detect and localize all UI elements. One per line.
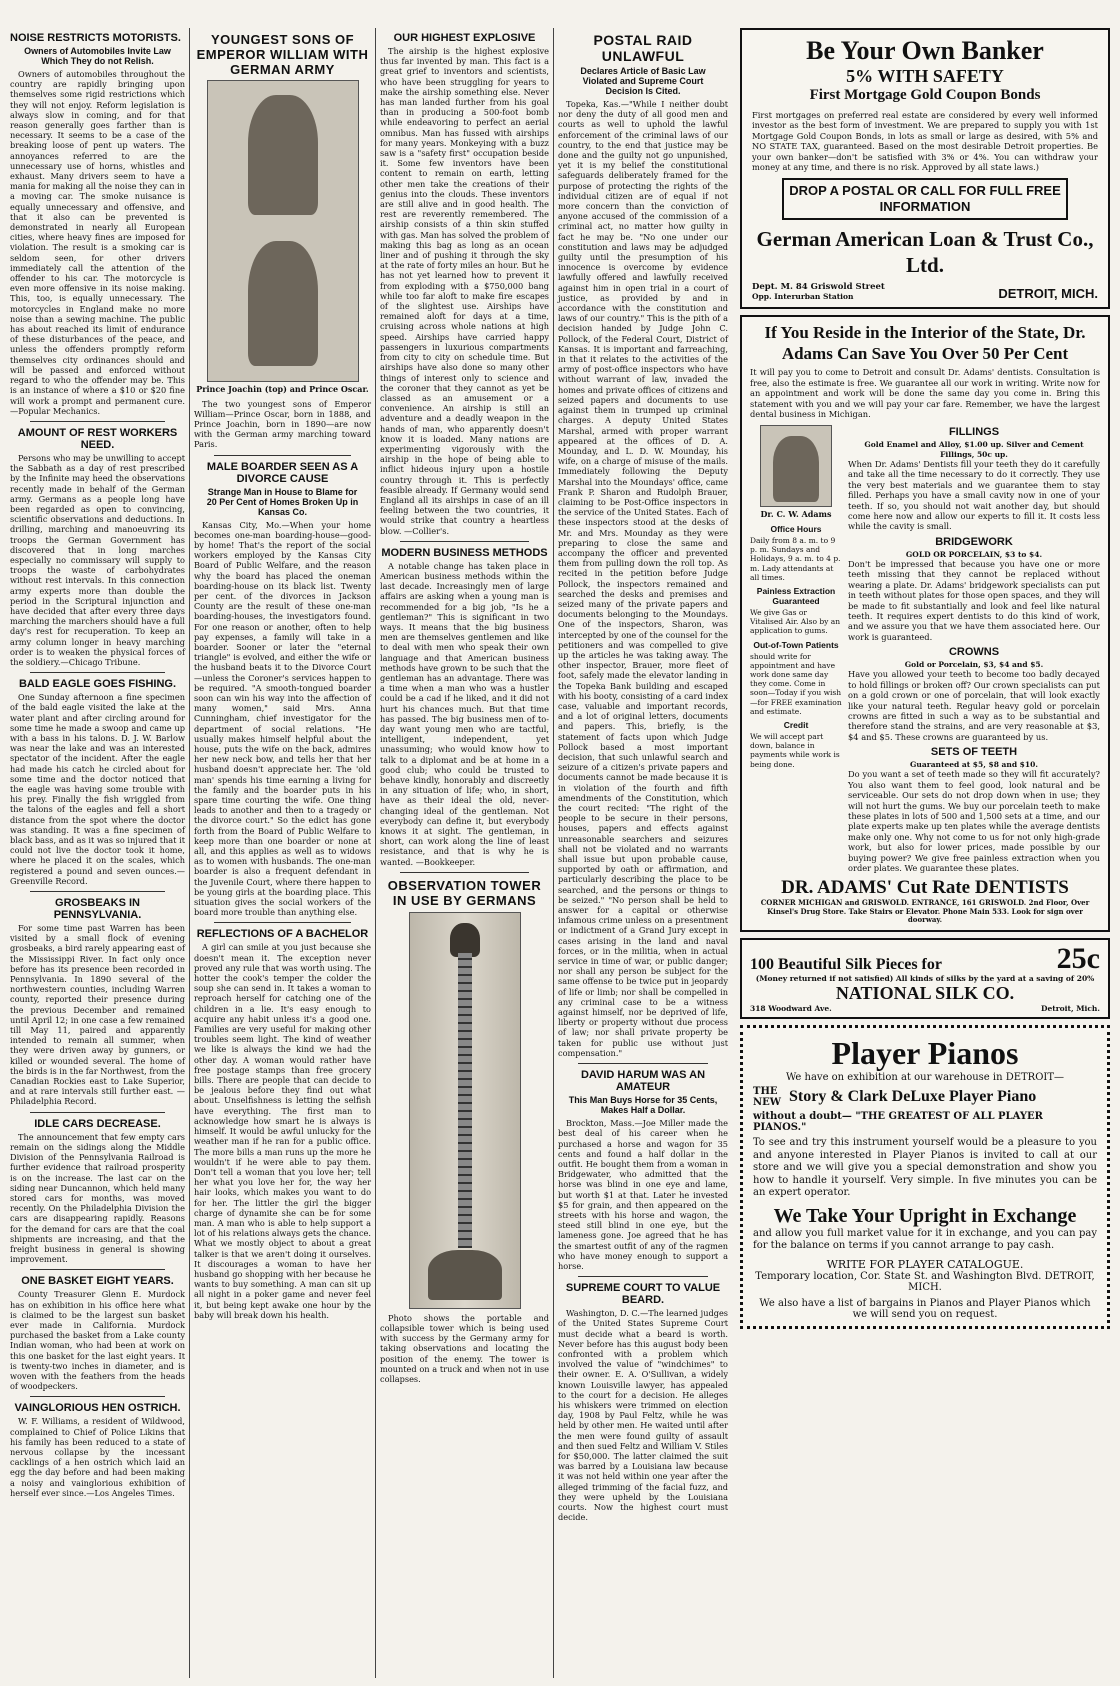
headline-bachelor: REFLECTIONS OF A BACHELOR — [196, 928, 369, 941]
ad-silk-title: 100 Beautiful Silk Pieces for — [750, 955, 942, 973]
ad-dentist-left — [750, 422, 842, 873]
ad-player-location: Temporary location, Cor. State St. and Washington Blvd. DETROIT, MICH. — [755, 1270, 1095, 1293]
credit-text: We will accept part down, balance in payments while work is being done. — [750, 732, 840, 769]
ad-silk-top — [750, 941, 1100, 975]
divider — [30, 421, 165, 422]
ad-dentist-main — [750, 422, 1100, 873]
column-2 — [190, 28, 376, 1678]
article-eagle: One Sunday afternoon a fine specimen of the bald eagle visited the lake at the water plant and after circling around for some time he made a swoop and came up with a bass in his talons. D. J. W. Barlow was near the lake and was an interested spectator of the incident. After the eagle had made his catch he circled about for some time and the doctor noticed that the eagle was having some trouble with his prey. Finally the fish wriggled from the talons of the eagles and fell a short distance from the spot where the doctor was standing. It was a fine specimen of black bass, and as it was so injured that it could not live the doctor took it home, where he placed it on the scales, which registered a pound and seven ounces.—Greenville Record. — [10, 692, 185, 886]
ads-column — [736, 28, 1114, 1678]
headline-explosive: OUR HIGHEST EXPLOSIVE — [393, 32, 536, 44]
column-1 — [6, 28, 190, 1678]
ad-banker-box: DROP A POSTAL OR CALL FOR FULL FREE INFORMATION — [782, 178, 1068, 220]
divider — [30, 1269, 165, 1270]
column-3 — [376, 28, 554, 1678]
ad-dentist-intro: It will pay you to come to Detroit and consult Dr. Adams' dentists. Consultation is free, also the estimate is free. We guarantee all our work in writing. Write now for an appointment and work will be done the same day you come in. Bring this statement with you and we will pay your car fare. Remember, we have the largest dental business in Michigan. — [750, 367, 1100, 420]
fillings-text: When Dr. Adams' Dentists fill your teeth they do it carefully and take all the time necessary to do it correctly. They use the very best materials and we guarantee them to stay filled. Perhaps you have a small cavity now in one of your teeth. If so, you should not wait another day, but should come here now and allow our experts to fill it. It costs less while the cavity is small. — [848, 458, 1100, 532]
ad-player-tagline: without a doubt— "THE GREATEST OF ALL PLAYER PIANOS." — [753, 1111, 1043, 1134]
photo-observation-tower — [409, 912, 521, 1309]
prince-joachin-figure — [248, 95, 318, 215]
ad-dentist-address: CORNER MICHIGAN and GRISWOLD. ENTRANCE, 161 GRISWOLD. 2nd Floor, Over Kinsel's Drug Store. Take Stairs or Elevator. Phone Main 533. Look for sign over doorway. — [760, 898, 1090, 925]
dr-adams-photo — [760, 425, 832, 507]
teeth-prices: Guaranteed at $5, $8 and $10. — [910, 760, 1038, 770]
fillings-title: FILLINGS — [948, 426, 1000, 439]
headline-basket: ONE BASKET EIGHT YEARS. — [21, 1275, 174, 1288]
divider — [30, 1112, 165, 1113]
ad-player-pianos — [740, 1025, 1110, 1329]
ad-banker-rate: 5% WITH SAFETY — [846, 66, 1004, 86]
ad-banker-footer — [752, 282, 1098, 301]
teeth-text: Do you want a set of teeth made so they will fit accurately? You also want them to feel good, look natural and be serviceable. Our sets do not drop down when in use; they will not hurt the gums. We buy our porcelain teeth to make these plates in lots of 500 and 1,500 sets at a time, and our plate experts make up ten plates while the average dentists make only one. Why not come to us for not only high-grade work, but also for lower prices, made possible by our buying power? We give free painless extraction when you order plates. We guarantee these plates. — [848, 769, 1100, 874]
hours-text: Daily from 8 a. m. to 9 p. m. Sundays and Holidays, 9 a. m. to 4 p. m. Lady attendants at all times. — [750, 535, 841, 582]
outoftown-title: Out-of-Town Patients — [753, 639, 839, 650]
divider — [30, 891, 165, 892]
crowns-text: Have you allowed your teeth to become too badly decayed to hold fillings or broken off? Our crown specialists can put on a gold crown or one of porcelain, that will look exactly like your natural teeth. Regular heavy gold or porcelain crowns are fitted in such a way as to be substantial and therefore stand the strains, and are very reasonable at $3, $4 and $5. These crowns are guaranteed by us. — [848, 669, 1100, 742]
headline-court: SUPREME COURT TO VALUE BEARD. — [565, 1282, 721, 1307]
article-harum: Brockton, Mass.—Joe Miller made the best deal of his career when he purchased a horse and wagon for 35 cents and found a half dollar in the outfit. He bought them from a woman in Bridgewater, who admitted that the horse was blind in one eye and lame, but worth $1 at that. Later he invested $5 for grain, and then appeared on the streets with his horse and wagon, the steed still blind in one eye, but the lameness gone. Joe agreed that he has the smartest outfit of any of the ragmen who have money enough to support a horse. — [558, 1118, 728, 1271]
teeth-title: SETS OF TEETH — [930, 746, 1018, 759]
divider — [578, 1063, 708, 1064]
ad-player-title: Player Pianos — [831, 1035, 1019, 1072]
photo-princes — [207, 80, 359, 382]
prince-oscar-figure — [248, 241, 318, 366]
painless-title: Painless Extraction Guaranteed — [756, 585, 836, 606]
bridge-title: BRIDGEWORK — [935, 535, 1013, 548]
headline-eagle: BALD EAGLE GOES FISHING. — [18, 678, 177, 691]
headline-workers: AMOUNT OF REST WORKERS NEED. — [17, 426, 178, 451]
ad-player-exhibit: We have on exhibition at our warehouse in DETROIT— — [785, 1072, 1065, 1084]
dr-adams-figure — [773, 436, 819, 502]
ad-player-list: We also have a list of bargains in Pianos and Player Pianos which we will send you on request. — [759, 1297, 1091, 1320]
article-basket: County Treasurer Glenn E. Murdock has on exhibition in his office here what is claimed to be the largest sun basket ever made in California. Murdock purchased the basket from a Lake county Indian woman, who had been at work on this one basket for the last eight years. It is twenty-two inches in diameter, and is woven with the feathers from the heads of woodpeckers. — [10, 1289, 185, 1392]
painless-text: We give Gas or Vitalised Air. Also by an application to gums. — [750, 607, 841, 636]
article-boarder: Kansas City, Mo.—When your home becomes one-man boarding-house—good-by home! That's the report of the social workers employed by the Kansas City Board of Public Welfare, and the reason why the board has placed the oneman boarding-house on its black list. Twenty per cent. of the divorces in Jackson County are the result of these one-man boarding-houses, the investigators found. For one reason or another, often to help pay expenses, a family will take in a boarder. Sooner or later the "eternal triangle" is evolved, and either the wife or the husband beats it to the Divorce Court—unless the Coroner's services happen to be required. "A smooth-tongued boarder soon can win his way into the affection of many women," said Mrs. Anna Cunningham, chief investigator for the department of social relations. "He usually makes himself helpful about the house, puts the wife on the back, admires her new neck bow, and tells her that her husband doesn't appreciate her. The 'old man' spends his time earning a living for the family and the boarder puts in his spare time courting the wife. One thing leads to another and then to a tragedy or the divorce court." So the edict has gone forth from the Board of Public Welfare to keep more than one boarder or none at all, and this applies as well as to widows as to women with husbands. The one-man boarder is also a frequent defendant in the Juvenile Court, where there happen to be young girls at the boarding place. This situation gives the social workers of the board more trouble than anything else. — [194, 519, 371, 918]
tower-mast — [458, 953, 472, 1248]
dr-adams-caption: Dr. C. W. Adams — [760, 509, 832, 520]
ad-banker-address: Dept. M. 84 Griswold Street — [752, 282, 885, 293]
ad-banker-body: First mortgages on preferred real estate are considered by every well informed investor as the best form of investment. We are prepared to supply you with 1st Mortgage Gold Coupon Bonds, in lots as small or large as desired, with 5% and NO STATE TAX, guaranteed. Based on the most desirable Detroit properties. Be your own banker—don't be satisfied with 3% or 4%. You can withdraw your money at any time, and there is no risk. Approved by all state laws.) — [752, 110, 1098, 173]
divider — [400, 872, 529, 873]
ad-banker-address-sub: Opp. Interurban Station — [752, 292, 854, 302]
article-grosbeaks: For some time past Warren has been visited by a small flock of evening grosbeaks, a bird rarely appearing east of the Mississippi River. In fact only once before has its presence been recorded in Pennsylvania. In 1890 several of the northwestern counties, including Warren county, reported their presence during the previous December and remained until April 12; in one case a few remained till May 11, paired and apparently intended to remain all summer, when they were driven away by gunners, or killed or wounded several. The home of the birds is in the far Northwest, from the Canadian Rockies east to Lake Superior, and at rare intervals still further east. — Philadelphia Record. — [10, 923, 185, 1107]
headline-methods: MODERN BUSINESS METHODS — [381, 546, 548, 559]
divider — [214, 455, 351, 456]
caption-tower: Photo shows the portable and collapsible tower which is being used with success by the Germany army for taking observations and locating the position of the enemy. The tower is mounted on a truck and when not in use collapses. — [380, 1312, 549, 1385]
credit-title: Credit — [783, 720, 809, 731]
ad-player-exchange: We Take Your Upright in Exchange — [773, 1204, 1077, 1227]
fillings-prices: Gold Enamel and Alloy, $1.00 up. Silver and Cement Fillings, 50c up. — [864, 440, 1084, 459]
divider — [30, 1396, 165, 1397]
bridge-text: Don't be impressed that because you have one or more teeth missing that they cannot be replaced without wearing a plate. Dr. Adams' bridgework specialists can put in teeth without plates for those open spaces, and they will be made to fit substantially and look and feel like natural teeth. It requires expert dentists to do this kind of work, and we assure you that we have them associated here. Our work is guaranteed. — [848, 558, 1100, 642]
caption-body: The two youngest sons of Emperor William—Prince Oscar, born in 1888, and Prince Joachin, born in 1890—are now with the German army marching toward Paris. — [194, 398, 371, 450]
ad-player-body: To see and try this instrument yourself would be a pleasure to you and anyone interested in Player Pianos is invited to call at our store and we will give you a special demonstration and show you how to handle it yourself. Very simple. In five minutes you can be an expert operator. — [753, 1137, 1097, 1199]
ad-banker-title: Be Your Own Banker — [806, 36, 1044, 65]
headline-noise: NOISE RESTRICTS MOTORISTS. — [10, 32, 181, 44]
ad-dentist-brand: DR. ADAMS' Cut Rate DENTISTS — [781, 877, 1069, 899]
headline-raid: POSTAL RAID UNLAWFUL — [593, 32, 693, 64]
bridge-prices: GOLD OR PORCELAIN, $3 to $4. — [905, 549, 1043, 559]
ad-dentist-title: If You Reside in the Interior of the State, Dr. Adams Can Save You Over 50 Per Cent — [764, 323, 1086, 364]
subhead-noise: Owners of Automobiles Invite Law Which They do not Relish. — [24, 46, 171, 66]
headline-harum: DAVID HARUM WAS AN AMATEUR — [580, 1069, 706, 1094]
ad-player-model-row — [753, 1086, 1097, 1108]
article-workers: Persons who may be unwilling to accept the Sabbath as a day of rest prescribed by the Infinite may heed the observations recently made in behalf of the German army. Germans as a people long have been regarded as open to convincing, scientific observations and deductions. In drilling, marching and manoeuvring its troops the German Government has discovered that in long marches especially no commissary will supply to troops the waste of carbohydrates without rest intervals. In this connection army experts more than double the period in the Scriptural injunction and have decided that after every three days marching the marchers should have a full day's rest for recuperation. To keep an army column longer in heavy marching order is to weaken the physical forces of the soldiery.—Chicago Tribune. — [10, 452, 185, 667]
subhead-raid: Declares Article of Basic Law Violated and Supreme Court Decision Is Cited. — [580, 66, 706, 96]
divider — [30, 672, 165, 673]
article-ostrich: W. F. Williams, a resident of Wildwood, complained to Chief of Police Likins that his family has been reduced to a state of nervous collapse by the incessant cacklings of a hen ostrich which laid an egg the day before and had been making a noisy and vainglorious exhibition of herself ever since.—Los Angeles Times. — [10, 1416, 185, 1498]
ad-banker-city: DETROIT, MICH. — [998, 286, 1098, 302]
ad-silk-price: 25c — [1056, 941, 1100, 975]
outoftown-text: should write for appointment and have work done same day they come. Come in soon—Today if you wish—for FREE examination and estimate. — [750, 651, 842, 716]
headline-boarder: MALE BOARDER SEEN AS A DIVORCE CAUSE — [206, 460, 359, 485]
subhead-boarder: Strange Man in House to Blame for 20 Per Cent of Homes Broken Up in Kansas Co. — [206, 486, 359, 517]
tower-truck — [428, 1250, 502, 1300]
headline-ostrich: VAINGLORIOUS HEN OSTRICH. — [14, 1402, 181, 1415]
caption-title: Prince Joachin (top) and Prince Oscar. — [196, 384, 369, 394]
ad-banker-address-block — [752, 282, 885, 301]
crowns-prices: Gold or Porcelain, $3, $4 and $5. — [904, 660, 1044, 670]
ad-silk-footer — [750, 1004, 1100, 1013]
crowns-title: CROWNS — [948, 646, 1000, 659]
ad-dentist-right — [848, 422, 1100, 873]
ad-banker-bonds: First Mortgage Gold Coupon Bonds — [809, 87, 1041, 103]
ad-silk-city: Detroit, Mich. — [1040, 1004, 1100, 1014]
ad-silk-company: NATIONAL SILK CO. — [835, 983, 1015, 1004]
divider — [578, 1276, 708, 1277]
article-raid: Topeka, Kas.—"While I neither doubt nor deny the duty of all good men and courts as well to uphold the lawful enforcement of the criminal laws of our country, to the end that justice may be done and the guilty not go unpunished, yet it is my belief the constitutional safeguards deliberately framed for the purpose of protecting the rights of the individual citizen are of equal if not more concern than the conviction of anyone accused of the commission of a criminal act, no matter how guilty in fact he may be. "No one under our constitution and laws may be adjudged guilty until the presumption of his innocence is overcome by evidence lawfully offered and lawfully received against him in open trial in a court of justice, as provided by and in accordance with the constitution and laws of our country." This is the pith of a decision handed by Judge John C. Pollock, of the Federal Court, District of Kansas. It is important and farreaching, in that it relates to the activities of the army of post-office inspectors who have without warrant of law, invaded the homes and private offices of citizens and seized papers and documents to use against them in trumped up criminal charges. A deputy United States Marshal, armed with proper warrant appeared at the offices of D. A. Mounday, and L. D. W. Mounday, his wife, on a charge of misuse of the mails. Immediately following the Deputy Marshal into the Moundays' office, came Frank P. Sharon and Rudolph Brauer, claiming to be Post-Office inspectors in the service of the United States. Each of these inspectors stood at the desks of Mr. and Mrs. Mounday as they were preparing to close the same and accompany the officer and prevented them from pulling down the roll top. As recited in the petition before Judge Pollock, the inspectors remained and searched the desks and premises and seized many of the private papers and documents belonging to the Moundays. One of the inspectors, Sharon, was intercepted by one of the counsel for the petitioners and was compelled to give up the articles he was taking away. The other inspector, Brauer, more fleet of foot, safely made the elevator landing in the Topeka Bank building and escaped with his booty, consisting of a card index case, valuable and important records, and a lot of original letters, documents and papers. This, briefly, is the statement of facts upon which Judge Pollock based a most important decision, that such unlawful search and seizure of a citizen's private papers and documents cannot be made because it is in violation of the fourth and fifth amendments of the Constitution, which the court recited: "The right of the people to be secure in their persons, houses, papers and effects against unreasonable searchers and seizures shall not be violated and no warrants shall issue but upon probable cause, supported by oath or affirmation, and particularly describing the place to be searched, and the persons or things to be seized." "No person shall be held to answer for a capital or otherwise infamous crime unless on a presentment or indictment of a Grand Jury except in cases arising in the land and naval forces, or in the militia, when in actual service in time of war, or public danger; nor shall any person be subject for the same offense to be twice put in jeopardy of life or limb; nor shall be compelled in any criminal case to be a witness against himself, nor be deprived of life, liberty or property without due process of law; nor shall private property be taken for public use without just compensation." — [558, 99, 728, 1058]
article-cars: The announcement that few empty cars remain on the sidings along the Middle Division of the Pennsylvania Railroad is further evidence that railroad prosperity is on the increase. The last car on the siding near Duncannon, which held many stored cars for months, was moved recently. On the Philadelphia Division the cars are disappearing rapidly. Reasons for the demand for cars are that the coal shipments are increasing, and that the freight business in general is showing improvement. — [10, 1131, 185, 1265]
divider — [400, 541, 529, 542]
ad-silk-address: 318 Woodward Ave. — [750, 1004, 832, 1014]
ad-dentist — [740, 315, 1110, 932]
article-noise: Owners of automobiles throughout the country are rapidly bringing upon themselves some rigid restrictions which they will not enjoy. Reform legislation is always slow in coming, and for that reason generally goes farther than is necessary. It seems to be a case of the breaking loose of pent up waters. The annoyances referred to are the unnecessary use of horns, whistles and exhaust. Many drivers seem to have a mania for making all the noise they can in a moving car. The smoke nuisance is equally unnecessary and offensive, and that it also can be prevented is demonstrated in nearly all European cities, where heavy fines are imposed for violation. The result is a smoking car is seldom seen, for other drivers immediately call the attention of the offender to his car. The motorcycle is even more offensive in its noise making. This, too, is equally unnecessary. The motorcycles in England make no more noise than a sewing machine. The public has about reached its limit of endurance of these disturbances of the peace, and unless the offenders promptly reform themselves city ordinances should and will be passed and enforced without regard to who the offender may be. This is an instance of where a $10 or $20 fine will work a prompt and permanent cure.—Popular Mechanics. — [10, 69, 185, 416]
hours-title: Office Hours — [770, 523, 822, 534]
headline-tower: OBSERVATION TOWER IN USE BY GERMANS — [387, 877, 542, 908]
article-explosive: The airship is the highest explosive thus far invented by man. This fact is a great grief to inventors and scientists, who have been struggling for years to make the airship something else. Never has man landed further from his goal than in producing a 500-foot bomb while endeavoring to perfect an aerial omnibus. Man has fussed with airships for many years. Monkeying with a buzz saw is a "safety first" occupation beside it. Some few inventors have been content to remain on earth, letting other men take the creations of their genius into the clouds. These inventors are still alive and in good health. The rest are reverently remembered. The airship consists of a thin skin stuffed with gas. Man has solved the problem of making this bag as long as an ocean liner and of pushing it through the sky at the rate of forty miles an hour. But he has not yet learned how to prevent it from exploding with a $750,000 bang while too far aloft to make fire escapes of the slightest use. Airships have remained aloft for days at a time, cruising across whole nations at high speed. Airships have carried happy passengers in luxurious compartments from city to city on schedule time. But airships have also done so many other things of interest only to science and the coroner that they cannot as yet be classed as an amusement or a convenience. An airship is still an adventure and a deadly weapon in the hands of man, who apparently doesn't know it is loaded. Many nations are experimenting vigorously with the airship in the hope of being able to inflict hideous injury upon a hostile country through it. This is perfectly feasible already. If Germany would send England all its airships in case of an ill feeling between the two countries, it would strike that country a heartless blow. —Collier's. — [380, 46, 549, 536]
headline-cars: IDLE CARS DECREASE. — [34, 1117, 161, 1130]
column-4 — [554, 28, 732, 1678]
divider — [214, 922, 351, 923]
article-court: Washington, D. C.—The learned judges of the United States Supreme Court must decide what a beard is worth. Never before has this august body been confronted with a problem which involved the value of "windchimes" to their owner. E. A. O'Sullivan, a widely known Louisville lawyer, has appealed to the court for a decision. He alleges his whiskers were trimmed on election day, 1908 by Paul Feltz, while he was held by other men. He waited until after the men were found guilty of assault and then sued Feltz and William V. Stiles for $50,000. The latter claimed the suit was barred by a Louisiana law because it was not held within one year after the alleged trimming of the facial fuzz, and they were upheld by the Louisiana courts. Now the highest court must decide. — [558, 1308, 728, 1523]
ad-player-exchange-body: and allow you full market value for it in exchange, and you can pay for the balance on terms if you cannot arrange to pay cash. — [753, 1227, 1097, 1252]
observer-figure — [450, 923, 480, 957]
ad-banker-company: German American Loan & Trust Co., Ltd. — [756, 227, 1094, 278]
ad-silk-note: (Money returned if not satisfied) All kinds of silks by the yard at a saving of 20% — [755, 973, 1095, 983]
ad-player-model: Story & Clark DeLuxe Player Piano — [789, 1088, 1037, 1106]
article-methods: A notable change has taken place in American business methods within the last decade. Increasingly men of large affairs are asking when a young man is recommended for a big job, "Is he a gentleman?" This is significant in two ways. It means that the big business men are themselves gentlemen and like to deal with men who speak their own language and that American business methods have grown to be such that the gentleman has an advantage. There was a time when a man who was a hustler could be a cad if he liked, and it did not hurt his chances much. But that time has passed. The big business men of to-day want young men who are tactful, intelligent, independent, yet unassuming; who would know how to talk to a diplomat and be at home in a good club; who could be trusted to behave kindly, honorably and discreetly in any situation of life; who, in short, have as their ideal the old, never-changing ideal of the gentleman. Not everybody can define it, but everybody knows it at sight. The gentleman, in short, can work along the line of least resistance, and that is why he is wanted. —Bookkeeper. — [380, 560, 549, 867]
ad-silk — [740, 938, 1110, 1019]
headline-sons: YOUNGEST SONS OF EMPEROR WILLIAM WITH GERMAN ARMY — [196, 32, 369, 77]
headline-grosbeaks: GROSBEAKS IN PENNSYLVANIA. — [53, 897, 142, 922]
ad-player-the-new: THE NEW — [753, 1086, 781, 1109]
article-bachelor: A girl can smile at you just because she doesn't mean it. The exception never proved any rule that was worth using. The hotter the cook's temper the colder the soup she can send in. It takes a woman to reproach herself for catching one of the children in a lie. It's easy enough to acquire any habit unless it's a good one. Families are very useful for making other troubles seem light. The kind of weather we like is always the kind we had the other day. A woman would rather have free postage stamps than free grocery bills. There are people that can decide to be jealous before they find out what about. Unselfishness is letting the selfish have everything. The first man to acknowledge how smart he is always is himself. It would be awful unlucky for the weather man if he ran for a public office. The more bills a man runs up the more he wouldn't if he were able to pay them. Don't tell a woman that you love her; tell her what you love her for, the way her hair looks, which makes you want to do for her. The littler the girl the bigger charge of dynamite she can be for some man. A man who is able to help support a lot of his relations always gets the chance. What we mostly object to about a great talker is that we aren't doing it ourselves. It discourages a woman to have her husband go shopping with her because he wants to buy something. A man can sit up all night in a poker game and never feel it, but being kept awake one hour by the baby will break down his health. — [194, 942, 371, 1320]
ad-player-catalogue: WRITE FOR PLAYER CATALOGUE. — [826, 1257, 1024, 1271]
subhead-harum: This Man Buys Horse for 35 Cents, Makes Half a Dollar. — [568, 1095, 718, 1116]
ad-banker — [740, 28, 1110, 309]
